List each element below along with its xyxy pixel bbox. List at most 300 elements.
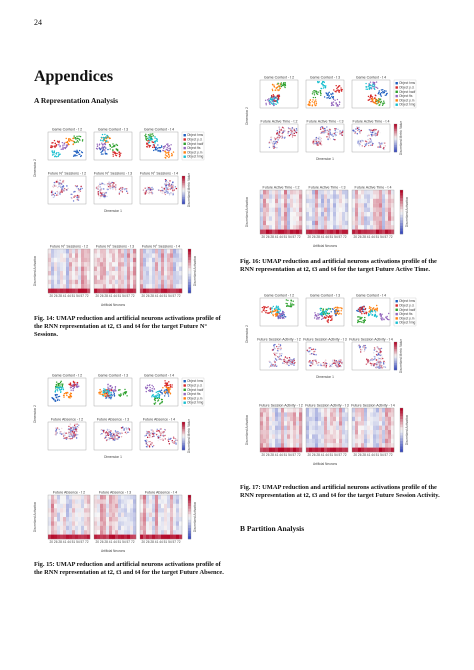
scatter-point bbox=[145, 137, 146, 138]
heatmap-cell bbox=[152, 267, 155, 272]
scatter-point bbox=[385, 145, 386, 146]
scatter-point bbox=[70, 433, 71, 434]
scatter-point bbox=[357, 130, 358, 131]
scatter-point bbox=[56, 385, 57, 386]
heatmap-cell bbox=[54, 289, 57, 294]
scatter-point bbox=[76, 437, 77, 438]
scatter-point bbox=[370, 81, 371, 82]
heatmap-cell bbox=[118, 504, 121, 509]
scatter-point bbox=[116, 438, 117, 439]
scatter-point bbox=[376, 87, 377, 88]
scatter-point bbox=[368, 361, 369, 362]
heatmap-cell bbox=[176, 275, 179, 280]
scatter-point bbox=[78, 197, 79, 198]
heatmap-cell bbox=[161, 280, 164, 285]
scatter-point bbox=[162, 188, 163, 189]
heatmap-cell bbox=[57, 535, 60, 540]
scatter-point bbox=[376, 305, 377, 306]
heatmap-cell bbox=[287, 190, 290, 195]
heatmap-cell bbox=[293, 199, 296, 204]
scatter-point bbox=[81, 151, 82, 152]
heatmap-cell bbox=[327, 190, 330, 195]
heatmap-cell bbox=[48, 535, 51, 540]
heatmap-cell bbox=[60, 513, 63, 518]
scatter-point bbox=[55, 391, 56, 392]
scatter-point bbox=[168, 185, 169, 186]
scatter-point bbox=[380, 351, 381, 352]
scatter-point bbox=[59, 191, 60, 192]
heatmap-cell bbox=[161, 267, 164, 272]
heatmap-cell bbox=[170, 508, 173, 513]
heatmap-cell bbox=[109, 521, 112, 526]
scatter-point bbox=[144, 192, 145, 193]
scatter-point bbox=[59, 389, 60, 390]
heatmap-cell bbox=[367, 190, 370, 195]
heatmap-cell bbox=[388, 230, 391, 235]
scatter-point bbox=[107, 432, 108, 433]
heatmap-cell bbox=[69, 499, 72, 504]
heatmap-cell bbox=[164, 253, 167, 258]
heatmap-cell bbox=[87, 289, 90, 294]
scatter-point bbox=[59, 154, 60, 155]
scatter-point bbox=[155, 140, 156, 141]
heatmap-cell bbox=[75, 508, 78, 513]
scatter-point bbox=[378, 354, 379, 355]
scatter-point bbox=[311, 353, 312, 354]
scatter-point bbox=[310, 99, 311, 100]
heatmap-cell bbox=[155, 504, 158, 509]
heatmap-cell bbox=[72, 517, 75, 522]
scatter-point bbox=[328, 134, 329, 135]
scatter-point bbox=[126, 191, 127, 192]
heatmap-cell bbox=[57, 271, 60, 276]
dimension-2-label: Dimension 2 bbox=[245, 325, 249, 343]
heatmap-cell bbox=[293, 412, 296, 417]
heatmap-cell bbox=[370, 216, 373, 221]
heatmap-cell bbox=[367, 194, 370, 199]
heatmap-cell bbox=[266, 230, 269, 235]
heatmap-cell bbox=[330, 430, 333, 435]
scatter-point bbox=[157, 429, 158, 430]
heatmap-cell bbox=[330, 203, 333, 208]
scatter-point bbox=[382, 89, 383, 90]
scatter-point bbox=[127, 193, 128, 194]
scatter-point bbox=[331, 133, 332, 134]
scatter-point bbox=[371, 134, 372, 135]
heatmap-cell bbox=[376, 426, 379, 431]
heatmap-cell bbox=[170, 249, 173, 254]
scatter-point bbox=[275, 140, 276, 141]
activation-heatmap bbox=[94, 491, 136, 545]
heatmap-cell bbox=[290, 426, 293, 431]
scatter-point bbox=[68, 438, 69, 439]
heatmap-cell bbox=[57, 499, 60, 504]
heatmap-cell bbox=[355, 203, 358, 208]
heatmap-cell bbox=[290, 230, 293, 235]
scatter-point bbox=[381, 89, 382, 90]
activation-heatmap bbox=[352, 186, 394, 240]
heatmap-cell bbox=[342, 439, 345, 444]
heatmap-cell bbox=[72, 280, 75, 285]
heatmap-cell bbox=[63, 535, 66, 540]
heatmap-cell bbox=[361, 225, 364, 230]
scatter-point bbox=[167, 150, 168, 151]
heatmap-cell bbox=[355, 225, 358, 230]
heatmap-cell bbox=[84, 262, 87, 267]
scatter-point bbox=[108, 437, 109, 438]
heatmap-cell bbox=[48, 517, 51, 522]
heatmap-cell bbox=[263, 412, 266, 417]
scatter-point bbox=[100, 188, 101, 189]
scatter-point bbox=[78, 199, 79, 200]
scatter-point bbox=[108, 181, 109, 182]
heatmap-cell bbox=[260, 203, 263, 208]
heatmap-cell bbox=[72, 267, 75, 272]
scatter-point bbox=[169, 389, 170, 390]
scatter-point bbox=[374, 315, 375, 316]
scatter-point bbox=[165, 157, 166, 158]
heatmap-cell bbox=[158, 526, 161, 531]
scatter-point bbox=[359, 307, 360, 308]
scatter-point bbox=[315, 349, 316, 350]
scatter-point bbox=[279, 356, 280, 357]
scatter-point bbox=[168, 157, 169, 158]
heatmap-cell bbox=[130, 495, 133, 500]
scatter-point bbox=[78, 195, 79, 196]
scatter-point bbox=[99, 389, 100, 390]
heatmap-cell bbox=[324, 434, 327, 439]
heatmap-cell bbox=[140, 271, 143, 276]
heatmap-cell bbox=[284, 439, 287, 444]
scatter-point bbox=[115, 184, 116, 185]
scatter-point bbox=[377, 132, 378, 133]
heatmap-cell bbox=[75, 495, 78, 500]
heatmap-cell bbox=[388, 434, 391, 439]
scatter-point bbox=[62, 142, 63, 143]
heatmap-cell bbox=[115, 499, 118, 504]
scatter-point bbox=[370, 307, 371, 308]
heatmap-cell bbox=[327, 408, 330, 413]
heatmap-cell bbox=[342, 434, 345, 439]
heatmap-cell bbox=[115, 258, 118, 263]
scatter-point bbox=[339, 104, 340, 105]
scatter-point bbox=[154, 144, 155, 145]
scatter-point bbox=[315, 99, 316, 100]
scatter-point bbox=[58, 156, 59, 157]
heatmap-cell bbox=[103, 249, 106, 254]
heatmap-cell bbox=[345, 208, 348, 213]
scatter-point bbox=[279, 89, 280, 90]
heatmap-cell bbox=[376, 421, 379, 426]
heatmap-cell bbox=[54, 495, 57, 500]
heatmap-cell bbox=[69, 253, 72, 258]
scatter-point bbox=[110, 146, 111, 147]
heatmap-cell bbox=[133, 275, 136, 280]
scatter-point bbox=[102, 144, 103, 145]
heatmap-cell bbox=[100, 521, 103, 526]
scatter-point bbox=[325, 130, 326, 131]
heatmap-cell bbox=[152, 253, 155, 258]
scatter-point bbox=[332, 308, 333, 309]
scatter-point bbox=[110, 435, 111, 436]
heatmap-cell bbox=[339, 199, 342, 204]
heatmap-cell bbox=[124, 513, 127, 518]
heatmap-cell bbox=[69, 249, 72, 254]
scatter-point bbox=[105, 151, 106, 152]
heatmap-cell bbox=[81, 249, 84, 254]
heatmap-cell bbox=[373, 221, 376, 226]
heatmap-cell bbox=[167, 249, 170, 254]
heatmap-cell bbox=[385, 203, 388, 208]
heatmap-cell bbox=[263, 216, 266, 221]
scatter-point bbox=[100, 391, 101, 392]
activation-heatmap bbox=[305, 404, 349, 458]
heatmap-cell bbox=[75, 513, 78, 518]
scatter-point bbox=[58, 385, 59, 386]
heatmap-cell bbox=[312, 434, 315, 439]
scatter-point bbox=[108, 393, 109, 394]
scatter-point bbox=[97, 145, 98, 146]
heatmap-cell bbox=[296, 439, 299, 444]
panel-title: Game Context - t 3 bbox=[97, 127, 129, 132]
scatter-point bbox=[369, 306, 370, 307]
heatmap-cell bbox=[63, 249, 66, 254]
colorbar-label: Discretized Activation bbox=[405, 414, 409, 446]
heatmap-cell bbox=[63, 517, 66, 522]
scatter-point bbox=[377, 362, 378, 363]
heatmap-cell bbox=[293, 426, 296, 431]
heatmap-cell bbox=[81, 499, 84, 504]
heatmap-cell bbox=[269, 448, 272, 453]
heatmap-cell bbox=[352, 216, 355, 221]
scatter-point bbox=[156, 138, 157, 139]
scatter-point bbox=[58, 194, 59, 195]
scatter-point bbox=[152, 147, 153, 148]
heatmap-cell bbox=[106, 258, 109, 263]
panel-title: Future Active Time - t 2 bbox=[262, 185, 300, 190]
heatmap-cell bbox=[342, 421, 345, 426]
scatter-point bbox=[368, 99, 369, 100]
scatter-point bbox=[325, 314, 326, 315]
heatmap-cell bbox=[287, 221, 290, 226]
heatmap-cell bbox=[94, 258, 97, 263]
scatter-point bbox=[71, 198, 72, 199]
heatmap-cell bbox=[275, 212, 278, 217]
heatmap-cell bbox=[293, 439, 296, 444]
scatter-point bbox=[169, 443, 170, 444]
heatmap-cell bbox=[342, 408, 345, 413]
heatmap-cell bbox=[97, 280, 100, 285]
scatter-point bbox=[112, 188, 113, 189]
heatmap-cell bbox=[260, 421, 263, 426]
heatmap-cell bbox=[127, 504, 130, 509]
heatmap-cell bbox=[94, 249, 97, 254]
heatmap-cell bbox=[358, 221, 361, 226]
scatter-point bbox=[324, 96, 325, 97]
scatter-point bbox=[169, 150, 170, 151]
scatter-point bbox=[375, 100, 376, 101]
scatter-point bbox=[270, 311, 271, 312]
scatter-point bbox=[108, 435, 109, 436]
heatmap-cell bbox=[100, 258, 103, 263]
heatmap-cell bbox=[81, 526, 84, 531]
heatmap-cell bbox=[48, 495, 51, 500]
heatmap-cell bbox=[78, 526, 81, 531]
heatmap-cell bbox=[312, 194, 315, 199]
scatter-point bbox=[165, 152, 166, 153]
heatmap-cell bbox=[121, 495, 124, 500]
heatmap-cell bbox=[155, 258, 158, 263]
scatter-point bbox=[370, 143, 371, 144]
umap-panel bbox=[48, 418, 86, 451]
heatmap-cell bbox=[358, 216, 361, 221]
scatter-point bbox=[120, 191, 121, 192]
scatter-point bbox=[164, 380, 165, 381]
scatter-point bbox=[315, 105, 316, 106]
heatmap-cell bbox=[75, 289, 78, 294]
heatmap-cell bbox=[296, 208, 299, 213]
heatmap-cell bbox=[293, 443, 296, 448]
heatmap-cell bbox=[75, 253, 78, 258]
scatter-point bbox=[273, 86, 274, 87]
heatmap-cell bbox=[342, 426, 345, 431]
scatter-point bbox=[101, 137, 102, 138]
scatter-point bbox=[327, 95, 328, 96]
scatter-point bbox=[101, 151, 102, 152]
scatter-point bbox=[369, 84, 370, 85]
colorbar-label: Discretized Activation bbox=[405, 196, 409, 228]
scatter-point bbox=[376, 363, 377, 364]
heatmap-cell bbox=[97, 521, 100, 526]
heatmap-cell bbox=[84, 253, 87, 258]
scatter-point bbox=[107, 384, 108, 385]
scatter-point bbox=[357, 141, 358, 142]
heatmap-cell bbox=[275, 216, 278, 221]
heatmap-cell bbox=[309, 408, 312, 413]
scatter-point bbox=[80, 186, 81, 187]
scatter-point bbox=[340, 307, 341, 308]
heatmap-cell bbox=[149, 517, 152, 522]
scatter-point bbox=[290, 305, 291, 306]
scatter-point bbox=[316, 91, 317, 92]
heatmap-cell bbox=[57, 258, 60, 263]
scatter-point bbox=[73, 196, 74, 197]
heatmap-cell bbox=[78, 495, 81, 500]
heatmap-cell bbox=[263, 421, 266, 426]
scatter-point bbox=[387, 319, 388, 320]
heatmap-cell bbox=[272, 203, 275, 208]
heatmap-cell bbox=[115, 284, 118, 289]
heatmap-cell bbox=[146, 258, 149, 263]
scatter-point bbox=[373, 102, 374, 103]
scatter-point bbox=[104, 432, 105, 433]
heatmap-cell bbox=[48, 513, 51, 518]
heatmap-cell bbox=[118, 253, 121, 258]
dimension-2-label: Dimension 2 bbox=[33, 405, 37, 423]
scatter-point bbox=[336, 365, 337, 366]
heatmap-cell bbox=[100, 280, 103, 285]
scatter-point bbox=[374, 82, 375, 83]
heatmap-cell bbox=[336, 412, 339, 417]
heatmap-cell bbox=[146, 499, 149, 504]
scatter-point bbox=[126, 188, 127, 189]
heatmap-cell bbox=[321, 230, 324, 235]
heatmap-cell bbox=[391, 199, 394, 204]
scatter-point bbox=[66, 437, 67, 438]
scatter-point bbox=[368, 145, 369, 146]
heatmap-cell bbox=[275, 421, 278, 426]
scatter-point bbox=[59, 429, 60, 430]
heatmap-cell bbox=[339, 190, 342, 195]
heatmap-cell bbox=[382, 448, 385, 453]
scatter-point bbox=[293, 360, 294, 361]
scatter-point bbox=[66, 438, 67, 439]
scatter-point bbox=[280, 83, 281, 84]
scatter-point bbox=[172, 442, 173, 443]
heatmap-cell bbox=[281, 194, 284, 199]
heatmap-cell bbox=[367, 225, 370, 230]
scatter-point bbox=[61, 388, 62, 389]
heatmap-cell bbox=[176, 513, 179, 518]
heatmap-cell bbox=[97, 275, 100, 280]
heatmap-cell bbox=[367, 417, 370, 422]
heatmap-cell bbox=[391, 412, 394, 417]
heatmap-cell bbox=[266, 430, 269, 435]
heatmap-cell bbox=[315, 448, 318, 453]
heatmap-cell bbox=[376, 434, 379, 439]
heatmap-cell bbox=[60, 258, 63, 263]
scatter-point bbox=[362, 346, 363, 347]
scatter-point bbox=[129, 432, 130, 433]
heatmap-cell bbox=[339, 212, 342, 217]
scatter-point bbox=[270, 97, 271, 98]
scatter-point bbox=[57, 400, 58, 401]
heatmap-cell bbox=[312, 408, 315, 413]
heatmap-cell bbox=[290, 194, 293, 199]
heatmap-cell bbox=[155, 280, 158, 285]
heatmap-cell bbox=[309, 443, 312, 448]
heatmap-cell bbox=[170, 530, 173, 535]
scatter-point bbox=[67, 188, 68, 189]
scatter-point bbox=[376, 100, 377, 101]
heatmap-cell bbox=[133, 513, 136, 518]
heatmap-cell bbox=[84, 521, 87, 526]
heatmap-cell bbox=[293, 421, 296, 426]
scatter-point bbox=[173, 151, 174, 152]
scatter-point bbox=[110, 187, 111, 188]
umap-panel bbox=[260, 120, 298, 153]
heatmap-cell bbox=[173, 249, 176, 254]
heatmap-cell bbox=[158, 249, 161, 254]
heatmap-cell bbox=[284, 448, 287, 453]
scatter-point bbox=[147, 437, 148, 438]
scatter-point bbox=[72, 385, 73, 386]
scatter-point bbox=[324, 128, 325, 129]
heatmap-cell bbox=[379, 208, 382, 213]
scatter-point bbox=[326, 136, 327, 137]
heatmap-cell bbox=[278, 421, 281, 426]
scatter-point bbox=[261, 311, 262, 312]
scatter-point bbox=[144, 435, 145, 436]
heatmap-cell bbox=[266, 448, 269, 453]
scatter-point bbox=[281, 130, 282, 131]
scatter-point bbox=[325, 366, 326, 367]
scatter-point bbox=[57, 179, 58, 180]
scatter-point bbox=[317, 144, 318, 145]
heatmap-cell bbox=[167, 289, 170, 294]
scatter-point bbox=[383, 92, 384, 93]
heatmap-cell bbox=[170, 521, 173, 526]
